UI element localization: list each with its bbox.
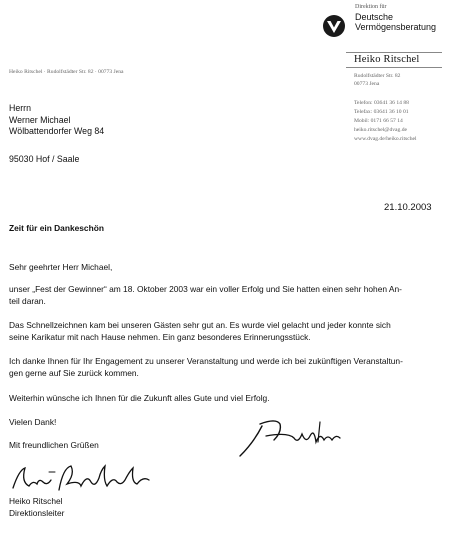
- paragraph-4: Weiterhin wünsche ich Ihnen für die Zukunft alles Gute und viel Erfolg.: [9, 393, 270, 403]
- contact-phone: Telefon: 03641 36 14 88: [354, 100, 409, 106]
- brand-name-line1: Deutsche: [355, 12, 394, 22]
- brand-name-line2: Vermögensberatung: [355, 22, 437, 32]
- contact-email: heiko.ritschel@dvag.de: [354, 127, 407, 133]
- signer-title: Direktionsleiter: [9, 508, 65, 518]
- recipient-street: Wölbattendorfer Weg 84: [9, 126, 105, 136]
- paragraph-1-line-2: teil daran.: [9, 295, 46, 306]
- paragraph-1-line-1: unser „Fest der Gewinner“ am 18. Oktober 2003 war ein voller Erfolg und Sie hatten einen sehr hohen An-: [9, 284, 402, 294]
- recipient-city: 95030 Hof / Saale: [9, 154, 80, 164]
- letter-date: 21.10.2003: [384, 202, 432, 213]
- recipient-name: Werner Michael: [9, 114, 71, 125]
- thanks-line: Vielen Dank!: [9, 417, 57, 427]
- paragraph-2-line-1: Das Schnellzeichnen kam bei unseren Gästen sehr gut an. Es wurde viel gelacht und jeder konnte sich: [9, 320, 391, 330]
- paragraph-3: [9, 356, 439, 379]
- sender-return-line: Heiko Ritschel · Rudolfstädter Str. 82 · 00773 Jena: [9, 69, 124, 75]
- address-line-city: 00773 Jena: [354, 81, 380, 87]
- paragraph-2: [9, 320, 439, 343]
- letter-subject: Zeit für ein Dankeschön: [9, 223, 104, 233]
- paragraph-2-line-2: seine Karikatur mit nach Hause nehmen. Ein ganz besonderes Erinnerungsstück.: [9, 331, 311, 342]
- paragraph-3-line-2: gen gerne auf Sie zurück kommen.: [9, 367, 139, 378]
- signer-name: Heiko Ritschel: [9, 496, 63, 506]
- closing-line: Mit freundlichen Grüßen: [9, 440, 99, 450]
- contact-web: www.dvag.de/heiko.ritschel: [354, 136, 417, 142]
- letterhead-person-name: Heiko Ritschel: [354, 54, 420, 65]
- recipient-address: [9, 103, 104, 138]
- dvag-logo-icon: [322, 14, 346, 38]
- paragraph-3-line-1: Ich danke Ihnen für Ihr Engagement zu unserer Veranstaltung und werde ich bei zukünftigen Veranstaltun-: [9, 356, 403, 366]
- signature-icon: [9, 460, 159, 496]
- letter-salutation: Sehr geehrter Herr Michael,: [9, 262, 113, 272]
- contact-mobile: Mobil: 0171 66 57 14: [354, 118, 403, 124]
- handwritten-danke-icon: [236, 412, 346, 462]
- address-line-street: Rudolfstädter Str. 82: [354, 73, 401, 79]
- contact-fax: Telefax: 03641 36 10 01: [354, 109, 409, 115]
- recipient-salutation: Herrn: [9, 103, 31, 113]
- letterhead-person-box: [346, 52, 442, 68]
- paragraph-1: [9, 284, 439, 307]
- letterhead-small-line: Direktion für: [355, 4, 387, 10]
